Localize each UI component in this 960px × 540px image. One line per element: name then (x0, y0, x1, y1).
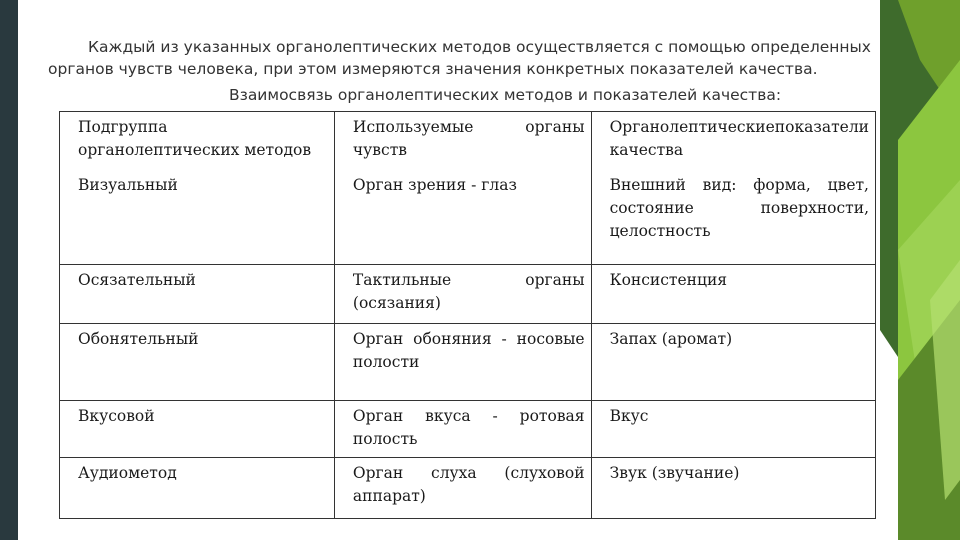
table-cell: Звук (звучание) (591, 458, 875, 519)
header-cell: Органолептическиепоказатели качества (591, 112, 875, 171)
table-cell: Вкус (591, 401, 875, 458)
table-caption (0, 86, 960, 104)
intro-paragraph: Каждый из указанных органолептических методов осуществляется с помощью определенных органов чувств человека, при этом измеряются значения конкретных показателей качества. (48, 38, 871, 78)
table-cell: Внешний вид: форма, цвет, состояние поверхности, целостность (591, 170, 875, 265)
table-row (60, 324, 876, 401)
table-cell: Орган слуха (слуховой аппарат) (334, 458, 591, 519)
table-cell: Орган обоняния - носовые полости (334, 324, 591, 401)
table-row (60, 401, 876, 458)
table-cell: Вкусовой (60, 401, 335, 458)
table-header-row (60, 112, 876, 171)
table-cell: Консистенция (591, 265, 875, 324)
table-caption-text: Взаимосвязь органолептических методов и показателей качества: (228, 86, 782, 104)
table-row (60, 458, 876, 519)
header-cell: Используемые органы чувств (334, 112, 591, 171)
table-cell: Осязательный (60, 265, 335, 324)
table-row (60, 265, 876, 324)
table-cell: Аудиометод (60, 458, 335, 519)
table-cell: Орган вкуса - ротовая полость (334, 401, 591, 458)
table-cell: Тактильные органы (осязания) (334, 265, 591, 324)
table-cell: Визуальный (60, 170, 335, 265)
table-cell: Обонятельный (60, 324, 335, 401)
table-cell: Запах (аромат) (591, 324, 875, 401)
methods-table (59, 111, 876, 519)
table-row (60, 170, 876, 265)
header-cell: Подгруппа органолептических методов (60, 112, 335, 171)
table-cell: Орган зрения - глаз (334, 170, 591, 265)
